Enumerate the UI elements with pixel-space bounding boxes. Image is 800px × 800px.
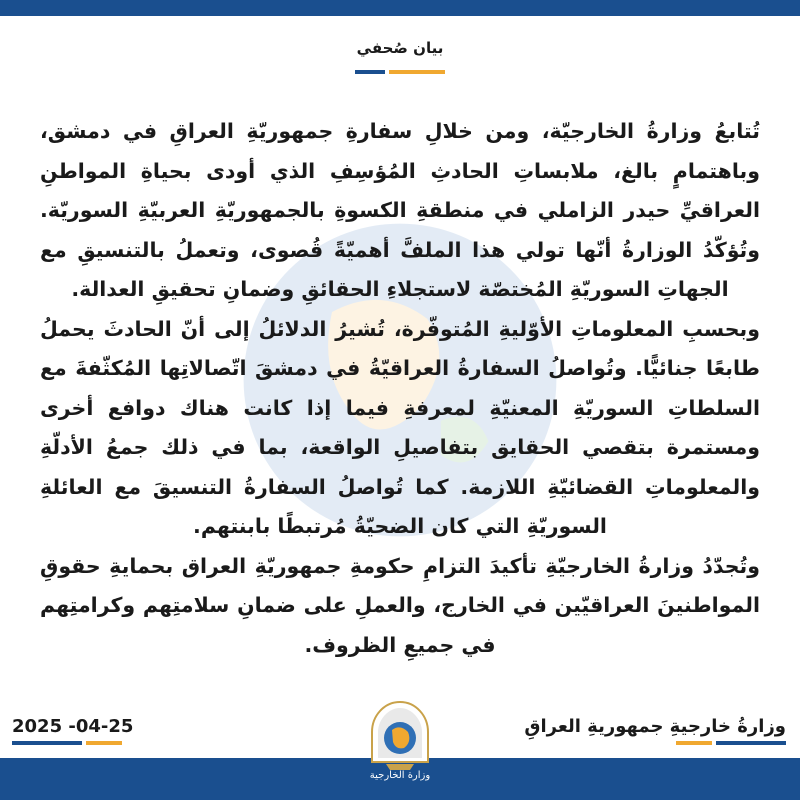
- signature-underline: [676, 741, 786, 745]
- ministry-emblem-icon: [358, 698, 442, 798]
- date-underline: [12, 741, 122, 745]
- paragraph-2: وبحسبِ المعلوماتِ الأوّليةِ المُتوفّرة، تُشيرُ الدلائلُ إلى أنّ الحادثَ يحملُ طابعًا جنائيًّا. وتُواصلُ السفارةُ العراقيّةُ في دمشقَ اتّصالاتِها المُكثّفةَ مع السلطاتِ السوريّةِ المعنيّةِ لمعرفةِ فيما إذا كانت هناك دوافع أخرى ومستمرة بتقصي الحقايق بتفاصيلِ الواقعة، بما في ذلك جمعُ الأدلّةِ والمعلوماتِ القضائيّةِ اللازمة. كما تُواصلُ السفارةُ التنسيقَ مع العائلةِ السوريّةِ التي كان الضحيّةُ مُرتبطًا بابنتهم.: [40, 316, 760, 538]
- signature-label: وزارةُ خارجيةِ جمهوريةِ العراقِ: [524, 716, 786, 737]
- paragraph-3: وتُجدّدُ وزارةُ الخارجيّةِ تأكيدَ التزامِ حكومةِ جمهوريّةِ العراق بحمايةِ حقوقِ المواطنينَ العراقيّين في الخارج، والعملِ على ضمانِ سلامتِهم وكرامتِهم في جميعِ الظروف.: [40, 553, 760, 657]
- page-title: بيان صُحفي: [356, 39, 444, 57]
- paragraph-1: تُتابعُ وزارةُ الخارجيّة، ومن خلالِ سفارةِ جمهوريّةِ العراقِ في دمشق، وباهتمامٍ بالغ، ملابساتِ الحادثِ المُؤسِفِ الذي أودى بحياةِ المواطنِ العراقيِّ حيدر الزاملي في منطقةِ الكسوةِ بالجمهوريّةِ العربيّةِ السوريّة. وتُؤكّدُ الوزارةُ أنّها تولي هذا الملفَّ أهميّةً قُصوى، وتعملُ بالتنسيقِ مع الجهاتِ السوريّةِ المُختصّة لاستجلاءِ الحقائقِ وضمانِ تحقيقِ العدالة.: [40, 119, 760, 301]
- date-label: 2025 -04-25: [12, 716, 134, 737]
- title-underline: [355, 70, 445, 74]
- top-bar: [0, 0, 800, 16]
- emblem-caption: وزارة الخارجية: [369, 770, 431, 781]
- statement-body: [40, 112, 760, 665]
